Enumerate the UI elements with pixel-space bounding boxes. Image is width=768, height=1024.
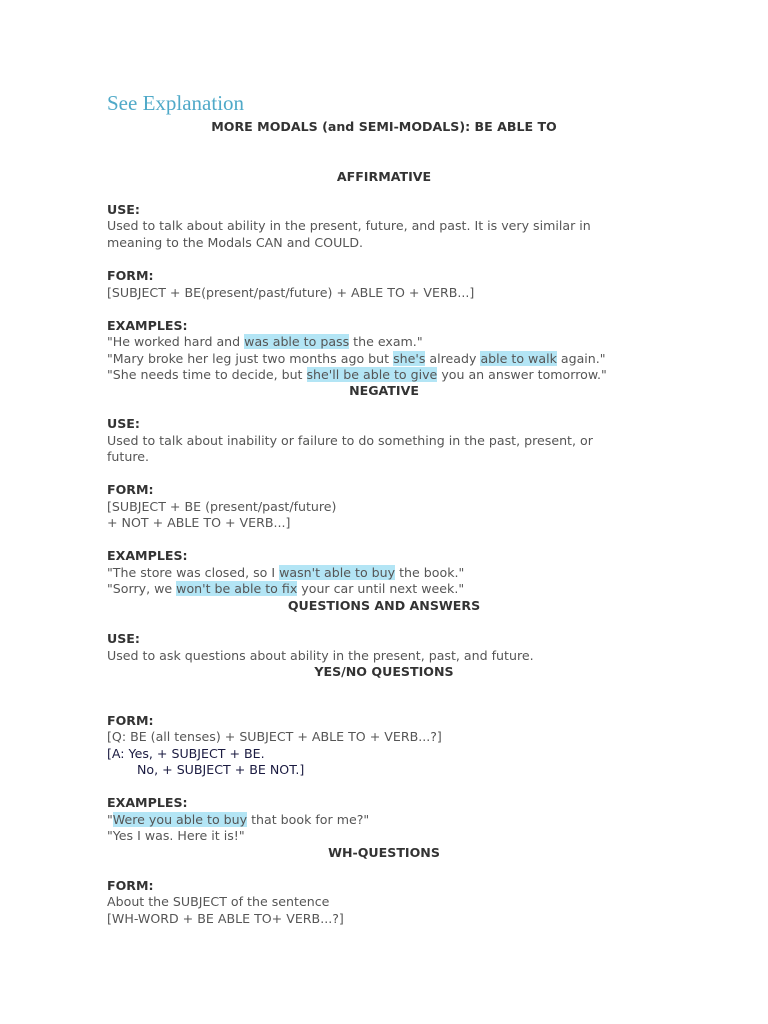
section-heading-negative: NEGATIVE	[349, 383, 419, 398]
section-heading-wh-questions: WH-QUESTIONS	[328, 845, 440, 860]
section-heading-questions: QUESTIONS AND ANSWERS	[287, 598, 481, 613]
negative-examples-label: EXAMPLES:	[107, 548, 188, 563]
see-explanation-link[interactable]: See Explanation	[107, 91, 245, 115]
questions-form-answer: [A: Yes, + SUBJECT + BE.	[107, 746, 265, 761]
wh-form-text: About the SUBJECT of the sentence	[107, 894, 330, 909]
negative-use-text: future.	[107, 449, 149, 464]
negative-form-label: FORM:	[107, 482, 154, 497]
affirmative-form-label: FORM:	[107, 268, 154, 283]
wh-form-label: FORM:	[107, 878, 154, 893]
highlighted-phrase: was able to pass	[244, 334, 350, 349]
highlighted-phrase: wasn't able to buy	[279, 565, 396, 580]
affirmative-form-text: [SUBJECT + BE(present/past/future) + ABLE TO + VERB...]	[107, 285, 475, 300]
example-sentence: "She needs time to decide, but she'll be able to give you an answer tomorrow."	[107, 367, 607, 382]
negative-use-label: USE:	[107, 416, 140, 431]
highlighted-phrase: she's	[393, 351, 426, 366]
negative-form-text: + NOT + ABLE TO + VERB...]	[107, 515, 291, 530]
affirmative-use-label: USE:	[107, 202, 140, 217]
document-heading: MORE MODALS (and SEMI-MODALS): BE ABLE TO	[211, 119, 557, 134]
affirmative-examples-label: EXAMPLES:	[107, 318, 188, 333]
example-sentence: "Mary broke her leg just two months ago but she's already able to walk again."	[107, 351, 606, 366]
example-sentence: "Were you able to buy that book for me?"	[107, 812, 370, 827]
questions-examples-label: EXAMPLES:	[107, 795, 188, 810]
questions-use-label: USE:	[107, 631, 140, 646]
example-sentence: "He worked hard and was able to pass the exam."	[107, 334, 423, 349]
example-sentence: "Yes I was. Here it is!"	[107, 828, 245, 843]
highlighted-phrase: she'll be able to give	[306, 367, 438, 382]
questions-use-text: Used to ask questions about ability in the present, past, and future.	[107, 648, 534, 663]
highlighted-phrase: won't be able to fix	[176, 581, 298, 596]
negative-form-text: [SUBJECT + BE (present/past/future)	[107, 499, 337, 514]
highlighted-phrase: able to walk	[480, 351, 557, 366]
negative-use-text: Used to talk about inability or failure to do something in the past, present, or	[107, 433, 593, 448]
highlighted-phrase: Were you able to buy	[112, 812, 248, 827]
wh-form-text: [WH-WORD + BE ABLE TO+ VERB...?]	[107, 911, 344, 926]
questions-form-answer: No, + SUBJECT + BE NOT.]	[137, 762, 305, 777]
affirmative-use-text: meaning to the Modals CAN and COULD.	[107, 235, 364, 250]
section-heading-yes-no: YES/NO QUESTIONS	[314, 664, 454, 679]
questions-form-label: FORM:	[107, 713, 154, 728]
questions-form-text: [Q: BE (all tenses) + SUBJECT + ABLE TO + VERB...?]	[107, 729, 442, 744]
example-sentence: "Sorry, we won't be able to fix your car until next week."	[107, 581, 465, 596]
affirmative-use-text: Used to talk about ability in the present, future, and past. It is very similar in	[107, 218, 591, 233]
section-heading-affirmative: AFFIRMATIVE	[336, 169, 432, 184]
example-sentence: "The store was closed, so I wasn't able to buy the book."	[107, 565, 465, 580]
